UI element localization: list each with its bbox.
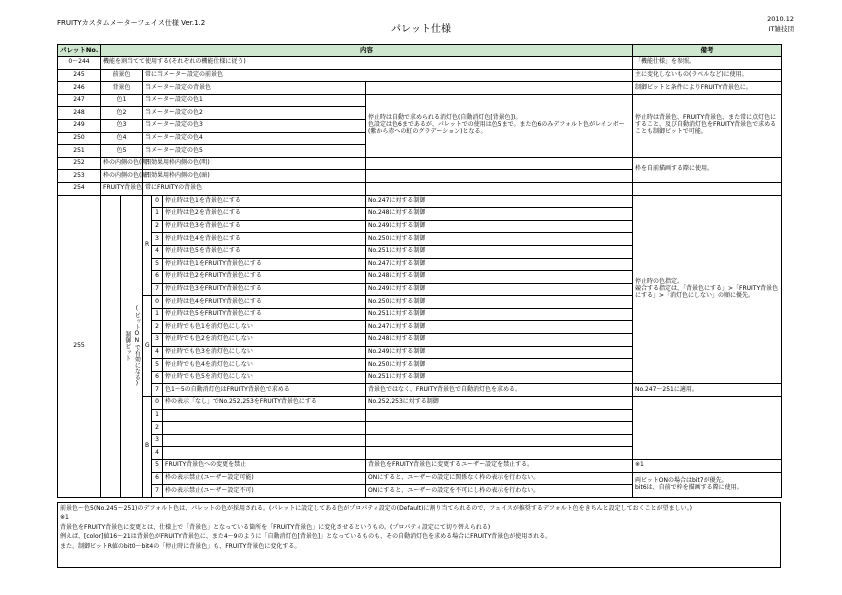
bit-number: 1 — [152, 208, 163, 221]
table-row — [58, 94, 782, 107]
col-header-remarks: 備考 — [633, 45, 782, 57]
row-label: 色4 — [101, 132, 143, 145]
control-bit-label — [121, 195, 143, 497]
row-label: 背景色 — [101, 82, 143, 95]
palette-no: 254 — [58, 182, 101, 195]
document-header-left: FRUITYカスタムメーターフェイス仕様 Ver.1.2 — [57, 19, 206, 27]
bit-description: 停止時は色3を背景色にする — [163, 220, 366, 233]
bit-control: 背景色ではなく、FRUITY背景色で自動消灯色を求める。 — [366, 384, 633, 397]
bit-control: No.247に対する制御 — [366, 195, 633, 208]
bit-description — [163, 422, 366, 435]
table-header-row — [58, 45, 782, 57]
row-label: 枠の内側の色(暗) — [101, 170, 143, 183]
bit-control — [366, 409, 633, 422]
bit-number: 7 — [152, 384, 163, 397]
bit-control: No.249に対する制御 — [366, 346, 633, 359]
control-bit-spacer — [101, 195, 121, 497]
row-desc: 当メーター設定の色2 — [143, 107, 366, 120]
row-desc: 当メーター設定の色5 — [143, 145, 366, 158]
row-label: FRUITY背景色 — [101, 182, 143, 195]
group-g: G — [143, 296, 152, 397]
auto-color-remark: No.247〜251に適用。 — [633, 384, 782, 397]
bit-control: No.252,253に対する制御 — [366, 397, 633, 410]
bit-number: 1 — [152, 409, 163, 422]
bit-description: 枠の表示禁止(ユーザー設定可能) — [163, 472, 366, 485]
note-line: また、制御ビットR値のbit0〜bit4の「停止時に背景色」も、FRUITY背景色に変化する。 — [60, 542, 301, 550]
palette-no: 250 — [58, 132, 101, 145]
note-line: 前景色〜色5(No.245〜251)のデフォルト色は、パレットの色が採用される。(パレットに設定してある色がプロパティ設定の(Default)に割り当てられるので、フェイスが推奨するデフォルト色をきちんと設定しておくことが望ましい。) — [60, 505, 692, 512]
bit-control: ONにすると、ユーザーの設定を不可にし枠の表示を行わない。 — [366, 485, 633, 498]
control-bit-title: 制御ビット — [123, 331, 131, 362]
row-desc: 当メーター設定の背景色 — [143, 82, 366, 95]
bit-description: 停止時でも色4を消灯色にしない — [163, 359, 366, 372]
palette-no: 247 — [58, 94, 101, 107]
row-label: 色3 — [101, 119, 143, 132]
row-remark: 制御ビットと条件によりFRUITY背景色に。 — [633, 82, 782, 95]
control-bit-row — [58, 460, 782, 473]
color-stop-description — [366, 94, 633, 157]
bit-number: 4 — [152, 346, 163, 359]
palette-no: 251 — [58, 145, 101, 158]
bit-control: No.247に対する制御 — [366, 258, 633, 271]
row-desc: 凹効果用枠内側の色(暗) — [143, 170, 366, 183]
palette-no: 253 — [58, 170, 101, 183]
bit-number: 3 — [152, 233, 163, 246]
stop-color-remark-text: 停止時の色指定。 競合する指定は、「背景色にする」>「FRUITY背景色にする」>「消灯色にしない」の順に優先。 — [635, 278, 779, 299]
bit-control — [366, 434, 633, 447]
page-title: パレット仕様 — [391, 24, 451, 35]
bit-description: 停止時は色5を背景色にする — [163, 245, 366, 258]
palette-no: 0〜244 — [58, 57, 101, 70]
row-ctrl-empty — [366, 170, 633, 183]
bit-control: No.248に対する制御 — [366, 334, 633, 347]
bit-description — [163, 447, 366, 460]
bit-description: 停止時は色2を背景色にする — [163, 208, 366, 221]
bit-control: No.248に対する制御 — [366, 271, 633, 284]
palette-spec-table — [57, 44, 782, 498]
bit-description: 停止時でも色1を消灯色にしない — [163, 321, 366, 334]
note-line: 背景色をFRUITY背景色に変更とは、仕様上で「背景色」となっている箇所を「FRUITY背景色」に変化させるというもの。(プロパティ設定にて切り替えられる) — [60, 523, 491, 531]
bit-description: 停止時は色4をFRUITY背景色にする — [163, 296, 366, 309]
document-date: 2010.12 — [767, 15, 794, 23]
bit-number: 0 — [152, 195, 163, 208]
table-row — [58, 57, 782, 70]
bit-description: 枠の表示禁止(ユーザー設定不可) — [163, 485, 366, 498]
bit-number: 4 — [152, 245, 163, 258]
bit-number: 0 — [152, 397, 163, 410]
control-bit-row — [58, 195, 782, 208]
bit-number: 5 — [152, 359, 163, 372]
bit-number: 6 — [152, 271, 163, 284]
row-remark — [633, 182, 782, 195]
note-line: 例えば、[color]値16〜21は背景色がFRUITY背景色に、また4〜9のように「自動消灯色[背景色]」となっているものも、その自動消灯色を求める場合にFRUITY背景色が使用される。 — [60, 533, 552, 541]
palette-no: 252 — [58, 157, 101, 170]
palette-no: 255 — [58, 195, 101, 497]
bit-number: 2 — [152, 422, 163, 435]
control-bit-row — [58, 384, 782, 397]
table-row — [58, 157, 782, 170]
stop-color-remark — [633, 195, 782, 384]
color-remark: 停止時は背景色、FRUITY背景色、また常に点灯色にすること、及び自動消灯色をFRUITY背景色で求めることも制御ビットで可能。 — [633, 94, 782, 157]
bit-description: 色1〜5の自動消灯色はFRUITY背景色で求める — [163, 384, 366, 397]
bit-number: 1 — [152, 308, 163, 321]
bit-control: No.251に対する制御 — [366, 371, 633, 384]
bit-number: 3 — [152, 334, 163, 347]
row-desc: 凹効果用枠内側の色(明) — [143, 157, 366, 170]
row-label: 色2 — [101, 107, 143, 120]
bit-description — [163, 409, 366, 422]
bit-description: 停止時は色5をFRUITY背景色にする — [163, 308, 366, 321]
bit-control: No.250に対する制御 — [366, 233, 633, 246]
row-desc: 当メーター設定の色1 — [143, 94, 366, 107]
color-mid-text: 停止時は自動で求められる消灯色(自動消灯色[背景色])。 色設定は色6まであるが、パレットでの使用は色5まで。また色6のみデフォルト色がレインボー(紫から赤への虹のグラデーション)となる。 — [368, 114, 625, 136]
row-remark: 「機能仕様」を参照。 — [633, 57, 782, 70]
palette-no: 245 — [58, 69, 101, 82]
row-label: 枠の内側の色(明) — [101, 157, 143, 170]
bit-control: No.250に対する制御 — [366, 359, 633, 372]
palette-no: 246 — [58, 82, 101, 95]
frame-ban-remark — [633, 472, 782, 497]
document-author: IT雑技団 — [768, 25, 794, 33]
bit-number: 3 — [152, 434, 163, 447]
table-row — [58, 182, 782, 195]
col-header-palette: パレットNo. — [58, 45, 101, 57]
blank-remark — [633, 397, 782, 460]
row-desc: 当メーター設定の色4 — [143, 132, 366, 145]
bit-description: 停止時は色1を背景色にする — [163, 195, 366, 208]
bit-description: 停止時でも色5を消灯色にしない — [163, 371, 366, 384]
bit-number: 6 — [152, 472, 163, 485]
bit-description: FRUITY背景色への変更を禁止 — [163, 460, 366, 473]
bit-number: 5 — [152, 258, 163, 271]
control-bit-row — [58, 472, 782, 485]
bit-description: 枠の表示「なし」でNo.252,253をFRUITY背景色にする — [163, 397, 366, 410]
bit-control: No.248に対する制御 — [366, 208, 633, 221]
bit-control: No.249に対する制御 — [366, 283, 633, 296]
bit-control: No.251に対する制御 — [366, 245, 633, 258]
row-remark: 主に変化しないもの(ラベルなど)に使用。 — [633, 69, 782, 82]
bit-control: 背景色をFRUITY背景色に変更するユーザー設定を禁止する。 — [366, 460, 633, 473]
bit-number: 7 — [152, 485, 163, 498]
col-header-content: 内容 — [101, 45, 633, 57]
bit-number: 7 — [152, 283, 163, 296]
row-desc: 機能を割当てて使用する(それぞれの機能仕様に従う) — [101, 57, 633, 70]
bit-description: 停止時は色3をFRUITY背景色にする — [163, 283, 366, 296]
row-ctrl-empty — [366, 157, 633, 170]
control-bit-row — [58, 397, 782, 410]
row-label: 色5 — [101, 145, 143, 158]
bit-description: 停止時は色1をFRUITY背景色にする — [163, 258, 366, 271]
bit-description: 停止時でも色3を消灯色にしない — [163, 346, 366, 359]
row-desc: 常に当メーター設定の前景色 — [143, 69, 633, 82]
group-r: R — [143, 195, 152, 296]
bit-description — [163, 434, 366, 447]
row-ctrl-empty — [366, 182, 633, 195]
bit-control: No.250に対する制御 — [366, 296, 633, 309]
bit-control — [366, 422, 633, 435]
row-label: 色1 — [101, 94, 143, 107]
control-bit-subtitle: (ビットONで有効になる) — [133, 305, 141, 388]
palette-no: 249 — [58, 119, 101, 132]
row-desc: 常にFRUITYの背景色 — [143, 182, 366, 195]
row-desc: 当メーター設定の色3 — [143, 119, 366, 132]
bit-number: 2 — [152, 321, 163, 334]
table-row — [58, 82, 782, 95]
table-row — [58, 69, 782, 82]
palette-no: 248 — [58, 107, 101, 120]
bit-description: 停止時は色2をFRUITY背景色にする — [163, 271, 366, 284]
bit-description: 停止時でも色2を消灯色にしない — [163, 334, 366, 347]
document-header-right — [767, 14, 794, 34]
footnotes — [57, 502, 781, 568]
row-ctrl-empty — [366, 82, 633, 95]
bit-description: 停止時は色4を背景色にする — [163, 233, 366, 246]
bit-control: No.251に対する制御 — [366, 308, 633, 321]
group-b: B — [143, 397, 152, 498]
bit-number: 2 — [152, 220, 163, 233]
frame-remark: 枠を自前描画する際に使用。 — [633, 157, 782, 182]
bit-control: No.249に対する制御 — [366, 220, 633, 233]
frame-ban-remark-text: 両ビットONの場合はbit7が優先。 bit6は、自前で枠を描画する際に使用。 — [635, 476, 743, 491]
ban-remark: ※1 — [633, 460, 782, 473]
bit-number: 5 — [152, 460, 163, 473]
row-label: 前景色 — [101, 69, 143, 82]
bit-control: No.247に対する制御 — [366, 321, 633, 334]
bit-control: ONにすると、ユーザーの設定に関係なく枠の表示を行わない。 — [366, 472, 633, 485]
bit-number: 6 — [152, 371, 163, 384]
note-line: ※1 — [60, 514, 69, 522]
bit-number: 0 — [152, 296, 163, 309]
bit-number: 4 — [152, 447, 163, 460]
bit-control — [366, 447, 633, 460]
